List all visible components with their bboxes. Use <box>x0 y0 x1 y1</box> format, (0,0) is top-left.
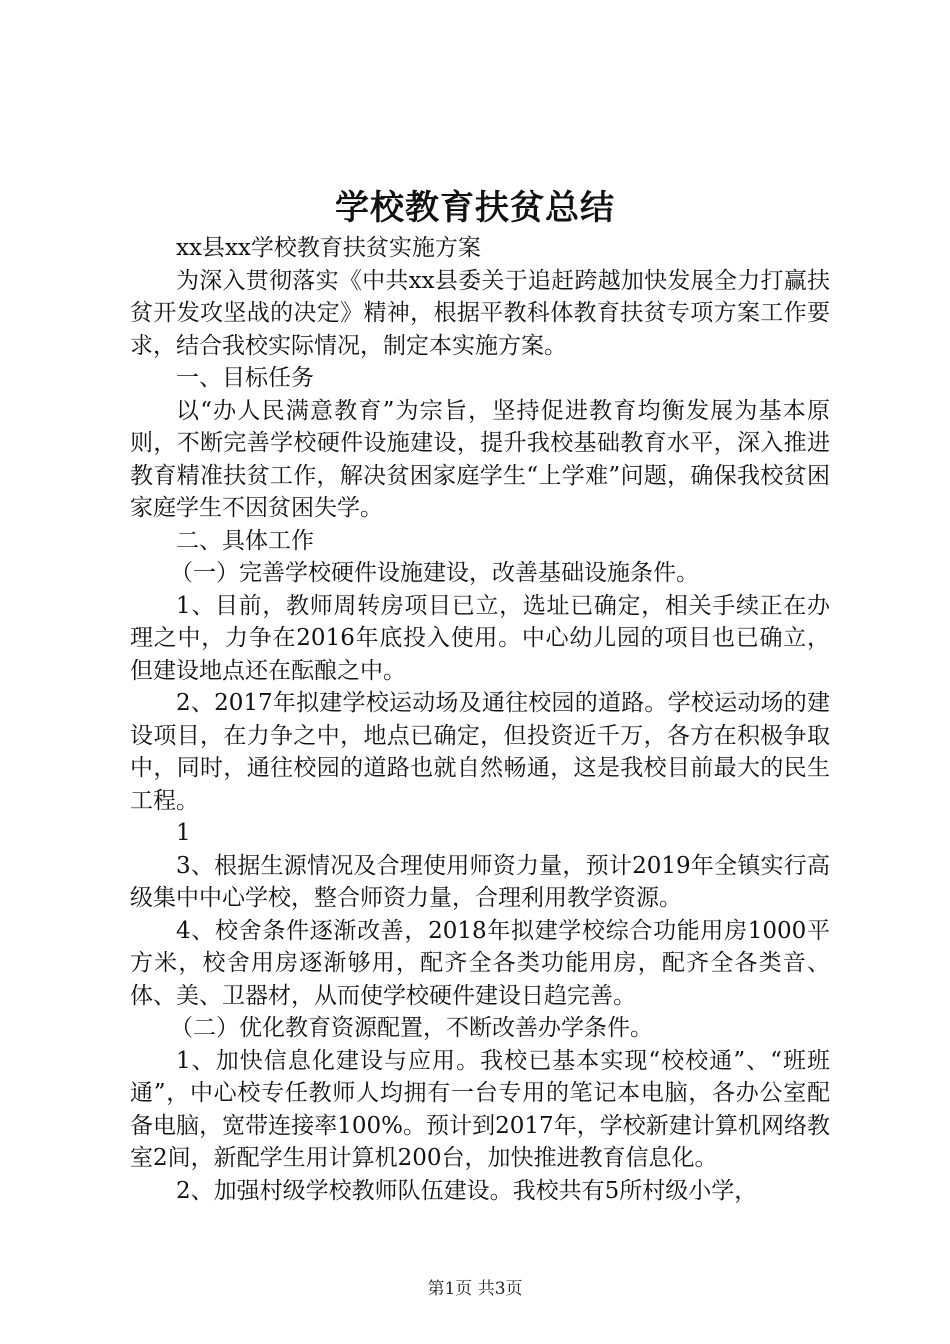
inline-page-number: 1 <box>176 820 191 846</box>
document-title: 学校教育扶贫总结 <box>335 188 615 228</box>
work-item-paragraph: 2、加强村级学校教师队伍建设。我校共有5所村级小学， <box>176 1177 758 1204</box>
document-body <box>130 232 830 1207</box>
work-item-paragraph: 4、校舍条件逐渐改善，2018年拟建学校综合功能用房1000平方米，校舍用房逐渐够用，配齐全各类功能用房，配齐全各类音、体、美、卫器材，从而使学校硬件建设日趋完善。 <box>130 917 830 1009</box>
work-item-paragraph: 1、加快信息化建设与应用。我校已基本实现“校校通”、“班班通”，中心校专任教师人均拥有一台专用的笔记本电脑，各办公室配备电脑，宽带连接率100%。预计到2017年，学校新建计算机网络教室2间，新配学生用计算机200台，加快推进教育信息化。 <box>130 1047 830 1171</box>
work-item-paragraph: 2、2017年拟建学校运动场及通往校园的道路。学校运动场的建设项目，在力争之中，地点已确定，但投资近千万，各方在积极争取中，同时，通往校园的道路也就自然畅通，这是我校目前最大的民生工程。 <box>130 690 830 814</box>
intro-paragraph: 为深入贯彻落实《中共xx县委关于追赶跨越加快发展全力打赢扶贫开发攻坚战的决定》精神，根据平教科体教育扶贫专项方案工作要求，结合我校实际情况，制定本实施方案。 <box>130 267 830 359</box>
section-heading-goals: 一、目标任务 <box>176 365 314 391</box>
subsection-heading-resources: （二）优化教育资源配置，不断改善办学条件。 <box>170 1015 653 1041</box>
work-item-paragraph: 1、目前，教师周转房项目已立，选址已确定，相关手续正在办理之中，力争在2016年底投入使用。中心幼儿园的项目也已确立，但建设地点还在酝酿之中。 <box>130 592 830 684</box>
page-footer: 第1页 共3页 <box>427 1279 523 1299</box>
goals-paragraph: 以“办人民满意教育”为宗旨，坚持促进教育均衡发展为基本原则，不断完善学校硬件设施建设，提升我校基础教育水平，深入推进教育精准扶贫工作，解决贫困家庭学生“上学难”问题，确保我校贫困家庭学生不因贫困失学。 <box>130 397 830 521</box>
subtitle-paragraph: xx县xx学校教育扶贫实施方案 <box>176 235 481 261</box>
work-item-paragraph: 3、根据生源情况及合理使用师资力量，预计2019年全镇实行高级集中中心学校，整合师资力量，合理利用教学资源。 <box>130 852 830 911</box>
section-heading-work: 二、具体工作 <box>176 527 314 554</box>
subsection-heading-facilities: （一）完善学校硬件设施建设，改善基础设施条件。 <box>170 560 699 586</box>
